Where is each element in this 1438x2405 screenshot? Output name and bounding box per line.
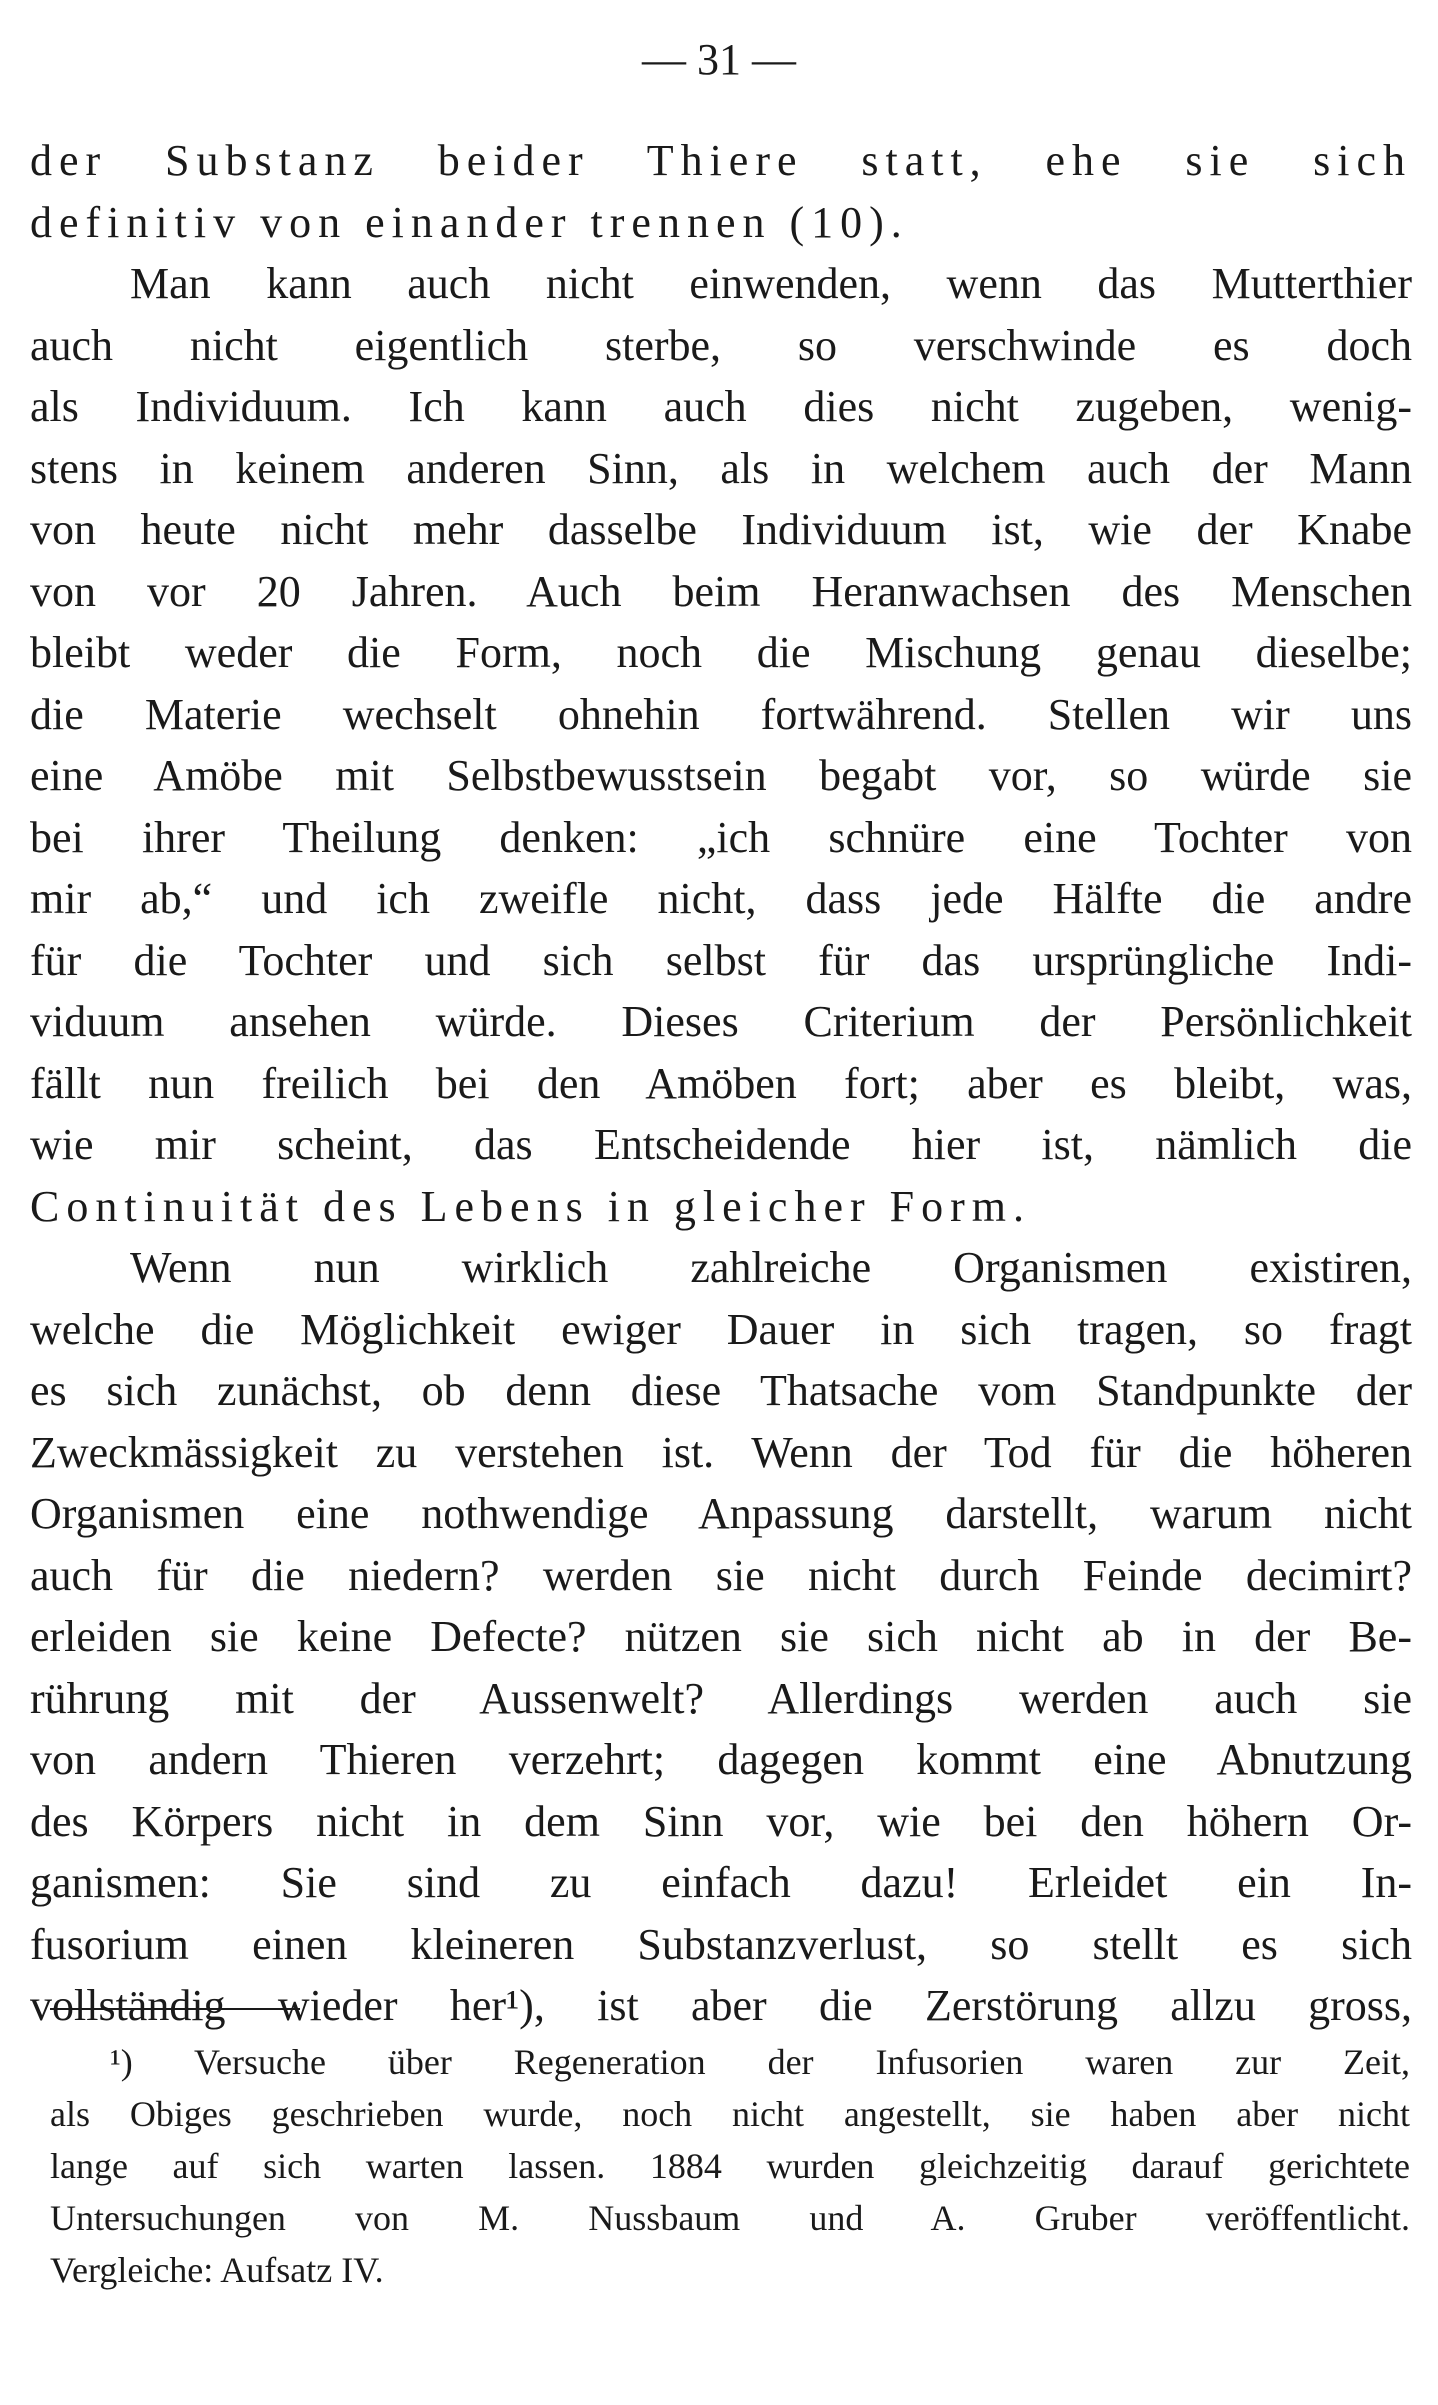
text-line: der Substanz beider Thiere statt, ehe sie sich: [30, 136, 1412, 185]
footnote-divider: [50, 2008, 300, 2010]
footnote-line: als Obiges geschrieben wurde, noch nicht angestellt, sie haben aber nicht: [50, 2094, 1410, 2134]
text-line: Zweckmässigkeit zu verstehen ist. Wenn der Tod für die höheren: [30, 1427, 1412, 1477]
text-line: auch nicht eigentlich sterbe, so verschwinde es doch: [30, 320, 1412, 370]
text-line: für die Tochter und sich selbst für das ursprüngliche Indi-: [30, 935, 1412, 985]
text-line: viduum ansehen würde. Dieses Criterium der Persönlichkeit: [30, 997, 1412, 1046]
text-line: vollständig wieder her¹), ist aber die Zerstörung allzu gross,: [30, 1981, 1412, 2030]
text-line: des Körpers nicht in dem Sinn vor, wie bei den höhern Or-: [30, 1796, 1412, 1846]
text-line: von andern Thieren verzehrt; dagegen kommt eine Abnutzung: [30, 1735, 1412, 1784]
footnote-line: Vergleiche: Aufsatz IV.: [50, 2250, 384, 2290]
text-line: bei ihrer Theilung denken: „ich schnüre eine Tochter von: [30, 812, 1412, 862]
footnotes: [50, 2036, 1410, 2296]
text-line: rührung mit der Aussenwelt? Allerdings werden auch sie: [30, 1673, 1412, 1723]
text-line: als Individuum. Ich kann auch dies nicht zugeben, wenig-: [30, 382, 1412, 431]
text-line: welche die Möglichkeit ewiger Dauer in sich tragen, so fragt: [30, 1304, 1412, 1354]
text-line: Man kann auch nicht einwenden, wenn das Mutterthier: [130, 259, 1412, 308]
text-line: von vor 20 Jahren. Auch beim Heranwachsen des Menschen: [30, 566, 1412, 616]
text-line: erleiden sie keine Defecte? nützen sie sich nicht ab in der Be-: [30, 1612, 1412, 1661]
footnote-line: lange auf sich warten lassen. 1884 wurden gleichzeitig darauf gerichtete: [50, 2146, 1410, 2186]
text-line: Organismen eine nothwendige Anpassung darstellt, warum nicht: [30, 1489, 1412, 1538]
text-line: stens in keinem anderen Sinn, als in welchem auch der Mann: [30, 443, 1412, 493]
text-line: es sich zunächst, ob denn diese Thatsache vom Standpunkte der: [30, 1366, 1412, 1415]
page-number: — 31 —: [642, 35, 796, 84]
text-line: fällt nun freilich bei den Amöben fort; aber es bleibt, was,: [30, 1058, 1412, 1108]
text-line: eine Amöbe mit Selbstbewusstsein begabt vor, so würde sie: [30, 751, 1412, 800]
text-line: Wenn nun wirklich zahlreiche Organismen existiren,: [130, 1243, 1412, 1292]
text-line: Continuität des Lebens in gleicher Form.: [30, 1181, 1031, 1231]
text-line: von heute nicht mehr dasselbe Individuum ist, wie der Knabe: [30, 505, 1412, 554]
text-line: wie mir scheint, das Entscheidende hier ist, nämlich die: [30, 1120, 1412, 1169]
text-line: auch für die niedern? werden sie nicht durch Feinde decimirt?: [30, 1550, 1412, 1600]
footnote-line: ¹) Versuche über Regeneration der Infusorien waren zur Zeit,: [110, 2042, 1410, 2082]
text-line: die Materie wechselt ohnehin fortwährend. Stellen wir uns: [30, 689, 1412, 739]
text-line: mir ab,“ und ich zweifle nicht, dass jede Hälfte die andre: [30, 874, 1412, 923]
text-line: fusorium einen kleineren Substanzverlust, so stellt es sich: [30, 1919, 1412, 1969]
text-line: ganismen: Sie sind zu einfach dazu! Erleidet ein In-: [30, 1858, 1412, 1907]
text-line: bleibt weder die Form, noch die Mischung genau dieselbe;: [30, 628, 1412, 677]
body-text: [30, 130, 1412, 2037]
footnote-line: Untersuchungen von M. Nussbaum und A. Gruber veröffentlicht.: [50, 2198, 1410, 2238]
text-line: definitiv von einander trennen (10).: [30, 197, 909, 247]
